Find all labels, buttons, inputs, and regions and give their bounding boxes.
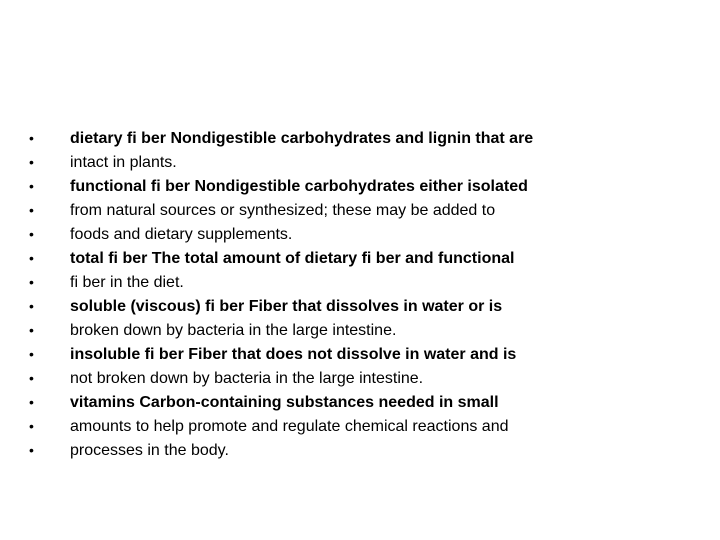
bullet-marker: •: [29, 154, 34, 170]
bullet-marker: •: [29, 418, 34, 434]
bullet-line: [29, 342, 533, 366]
bullet-text: functional fi ber Nondigestible carbohydrates either isolated: [70, 178, 528, 195]
bullet-text: amounts to help promote and regulate chemical reactions and: [70, 418, 509, 435]
bullet-line: [29, 198, 533, 222]
bullet-marker: •: [29, 442, 34, 458]
bullet-marker: •: [29, 394, 34, 410]
bullet-line: [29, 318, 533, 342]
bullet-text: dietary fi ber Nondigestible carbohydrates and lignin that are: [70, 130, 534, 147]
bullet-text: not broken down by bacteria in the large intestine.: [70, 370, 424, 387]
bullet-text: vitamins Carbon-containing substances needed in small: [70, 394, 499, 411]
bullet-line: [29, 414, 533, 438]
bullet-marker: •: [29, 274, 34, 290]
bullet-line: [29, 150, 533, 174]
bullet-text: processes in the body.: [70, 442, 229, 459]
bullet-marker: •: [29, 298, 34, 314]
bullet-text: soluble (viscous) fi ber Fiber that dissolves in water or is: [70, 298, 503, 315]
bullet-line: [29, 270, 533, 294]
bullet-line: [29, 174, 533, 198]
bullet-marker: •: [29, 130, 34, 146]
definition-bullet-list: [29, 126, 533, 462]
bullet-text: foods and dietary supplements.: [70, 226, 293, 243]
bullet-line: [29, 126, 533, 150]
bullet-text: fi ber in the diet.: [70, 274, 184, 291]
bullet-marker: •: [29, 202, 34, 218]
bullet-marker: •: [29, 178, 34, 194]
bullet-line: [29, 222, 533, 246]
bullet-line: [29, 390, 533, 414]
bullet-text: intact in plants.: [70, 154, 177, 171]
bullet-line: [29, 294, 533, 318]
bullet-marker: •: [29, 370, 34, 386]
bullet-marker: •: [29, 226, 34, 242]
bullet-line: [29, 438, 533, 462]
bullet-text: broken down by bacteria in the large intestine.: [70, 322, 397, 339]
bullet-marker: •: [29, 250, 34, 266]
bullet-marker: •: [29, 346, 34, 362]
bullet-line: [29, 246, 533, 270]
bullet-line: [29, 366, 533, 390]
bullet-text: total fi ber The total amount of dietary fi ber and functional: [70, 250, 515, 267]
bullet-text: from natural sources or synthesized; these may be added to: [70, 202, 496, 219]
bullet-marker: •: [29, 322, 34, 338]
bullet-text: insoluble fi ber Fiber that does not dissolve in water and is: [70, 346, 517, 363]
